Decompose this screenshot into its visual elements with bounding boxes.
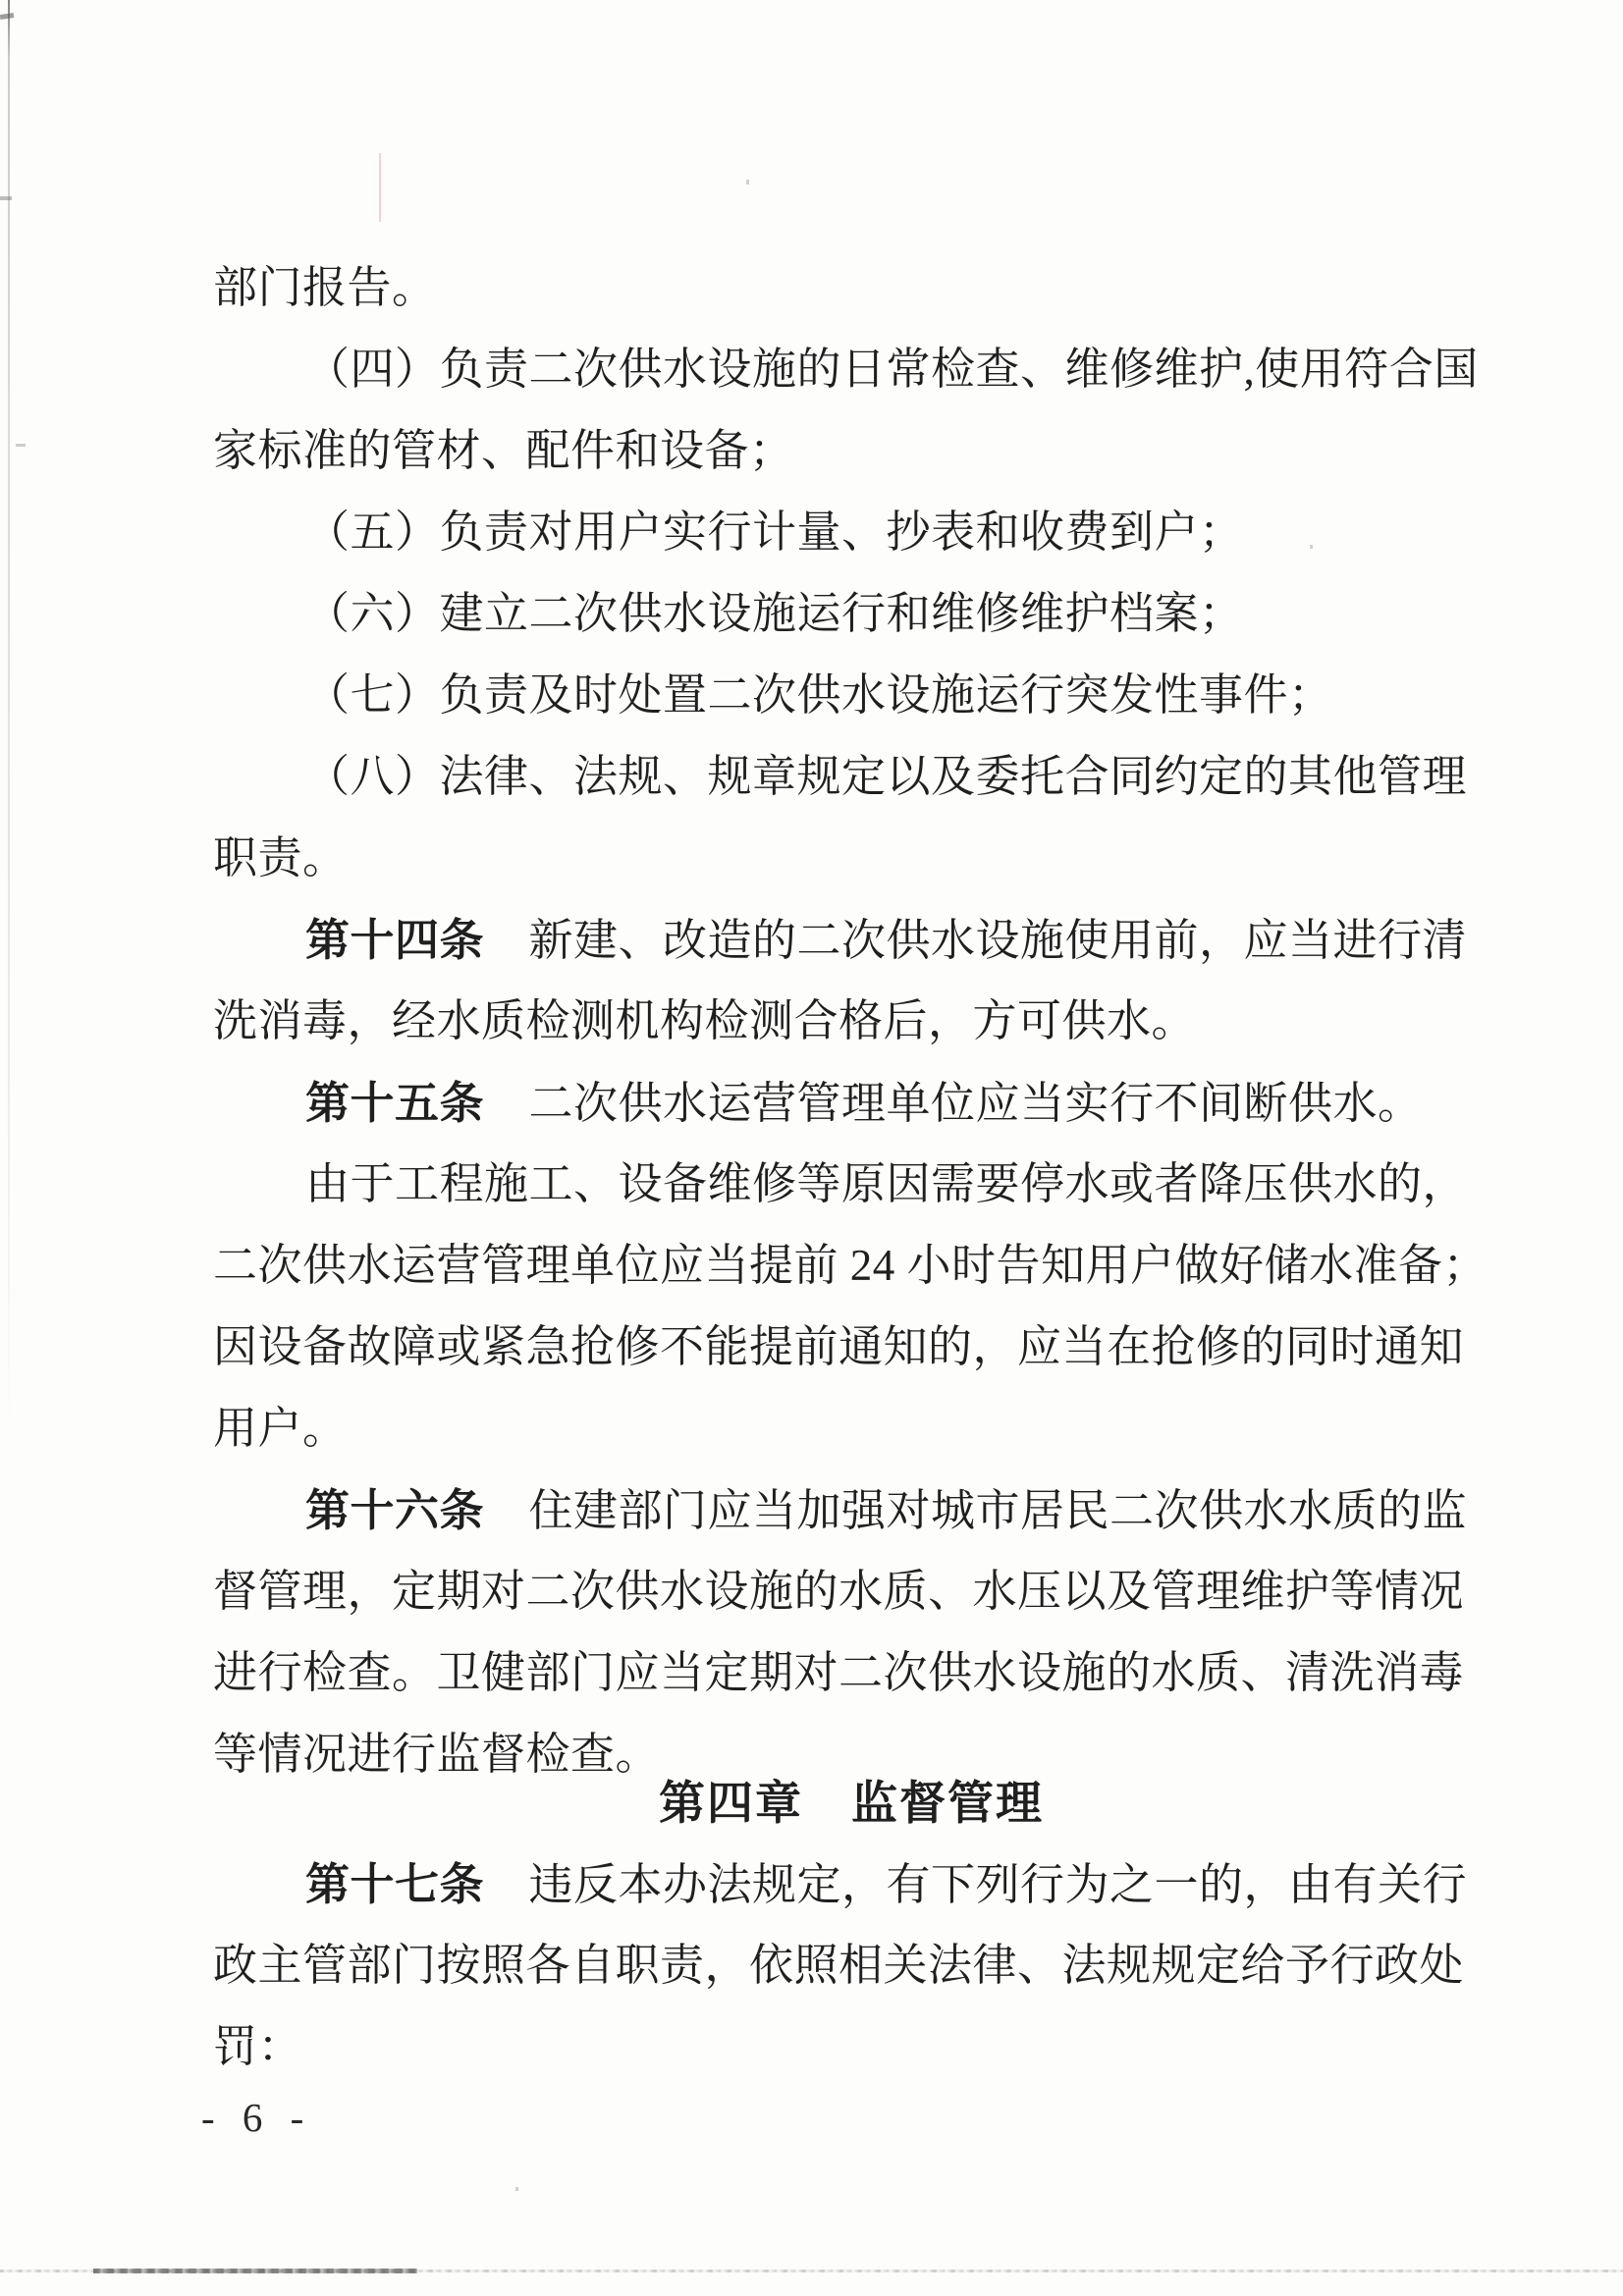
text-line (213, 410, 1489, 492)
text-line (213, 1062, 1489, 1144)
text-line (213, 1551, 1489, 1632)
body-text-segment: 家标准的管材、配件和设备； (213, 426, 794, 475)
body-text-segment: 违反本办法规定，有下列行为之一的，由有关行 (484, 1860, 1468, 1909)
text-line (213, 247, 1489, 329)
scan-speck-artifact (515, 2187, 518, 2191)
text-line (213, 981, 1489, 1062)
body-text-segment: （七）负责及时处置二次供水设施运行突发性事件； (305, 670, 1333, 720)
body-text-segment: 罚： (213, 2022, 303, 2071)
scan-edge-line-artifact (8, 0, 10, 1423)
scan-smudge-artifact (16, 444, 26, 447)
body-text-segment: 用户。 (213, 1404, 348, 1453)
text-line (213, 1843, 1489, 1925)
body-text-segment: 新建、改造的二次供水设施使用前，应当进行清 (484, 916, 1468, 965)
article-number-label: 第四章 监督管理 (659, 1777, 1044, 1829)
document-body (213, 247, 1489, 2088)
body-text-segment: （四）负责二次供水设施的日常检查、维修维护,使用符合国 (305, 345, 1479, 394)
article-number-label: 第十六条 (305, 1485, 485, 1535)
text-line (213, 329, 1489, 410)
article-number-label: 第十四条 (305, 915, 485, 965)
text-line (213, 1388, 1489, 1469)
body-text-segment: 职责。 (213, 833, 348, 882)
text-line (213, 492, 1489, 573)
text-line (213, 1144, 1489, 1225)
body-text-segment: 因设备故障或紧急抢修不能提前通知的，应当在抢修的同时通知 (213, 1322, 1465, 1371)
scan-smudge-artifact (0, 196, 12, 200)
body-text-segment: 洗消毒，经水质检测机构检测合格后，方可供水。 (213, 996, 1197, 1045)
body-text-segment: （八）法律、法规、规章规定以及委托合同约定的其他管理 (305, 752, 1468, 801)
text-line (213, 573, 1489, 655)
body-text-segment: 二次供水运营管理单位应当实行不间断供水。 (484, 1079, 1423, 1128)
body-text-segment: 督管理，定期对二次供水设施的水质、水压以及管理维护等情况 (213, 1567, 1465, 1616)
text-line (213, 899, 1489, 981)
body-text-segment: 住建部门应当加强对城市居民二次供水水质的监 (484, 1486, 1468, 1535)
text-line (213, 2006, 1489, 2088)
body-text-segment: 二次供水运营管理单位应当提前 24 小时告知用户做好储水准备； (213, 1241, 1488, 1290)
text-line (213, 655, 1489, 736)
body-text-segment: 进行检查。卫健部门应当定期对二次供水设施的水质、清洗消毒 (213, 1648, 1465, 1697)
scan-speck-artifact (746, 180, 749, 185)
scan-bottom-noise-artifact (93, 2269, 417, 2273)
page-number: - 6 - (201, 2095, 308, 2140)
article-number-label: 第十七条 (305, 1859, 485, 1909)
text-line (213, 1307, 1489, 1388)
text-line (213, 736, 1489, 818)
text-line (213, 818, 1489, 899)
article-number-label: 第十五条 (305, 1078, 485, 1128)
text-line (213, 1925, 1489, 2006)
text-line (213, 1225, 1489, 1307)
text-line (213, 1469, 1489, 1551)
scan-smudge-artifact (0, 13, 14, 20)
scan-pink-line-artifact (379, 153, 381, 222)
body-text-segment: （六）建立二次供水设施运行和维修维护档案； (305, 589, 1244, 638)
body-text-segment: 部门报告。 (213, 263, 437, 312)
body-text-segment: 政主管部门按照各自职责，依照相关法律、法规规定给予行政处 (213, 1941, 1465, 1990)
body-text-segment: （五）负责对用户实行计量、抄表和收费到户； (305, 507, 1244, 557)
body-text-segment: 等情况进行监督检查。 (213, 1730, 661, 1779)
text-line (213, 1632, 1489, 1714)
body-text-segment: 由于工程施工、设备维修等原因需要停水或者降压供水的， (305, 1159, 1468, 1208)
